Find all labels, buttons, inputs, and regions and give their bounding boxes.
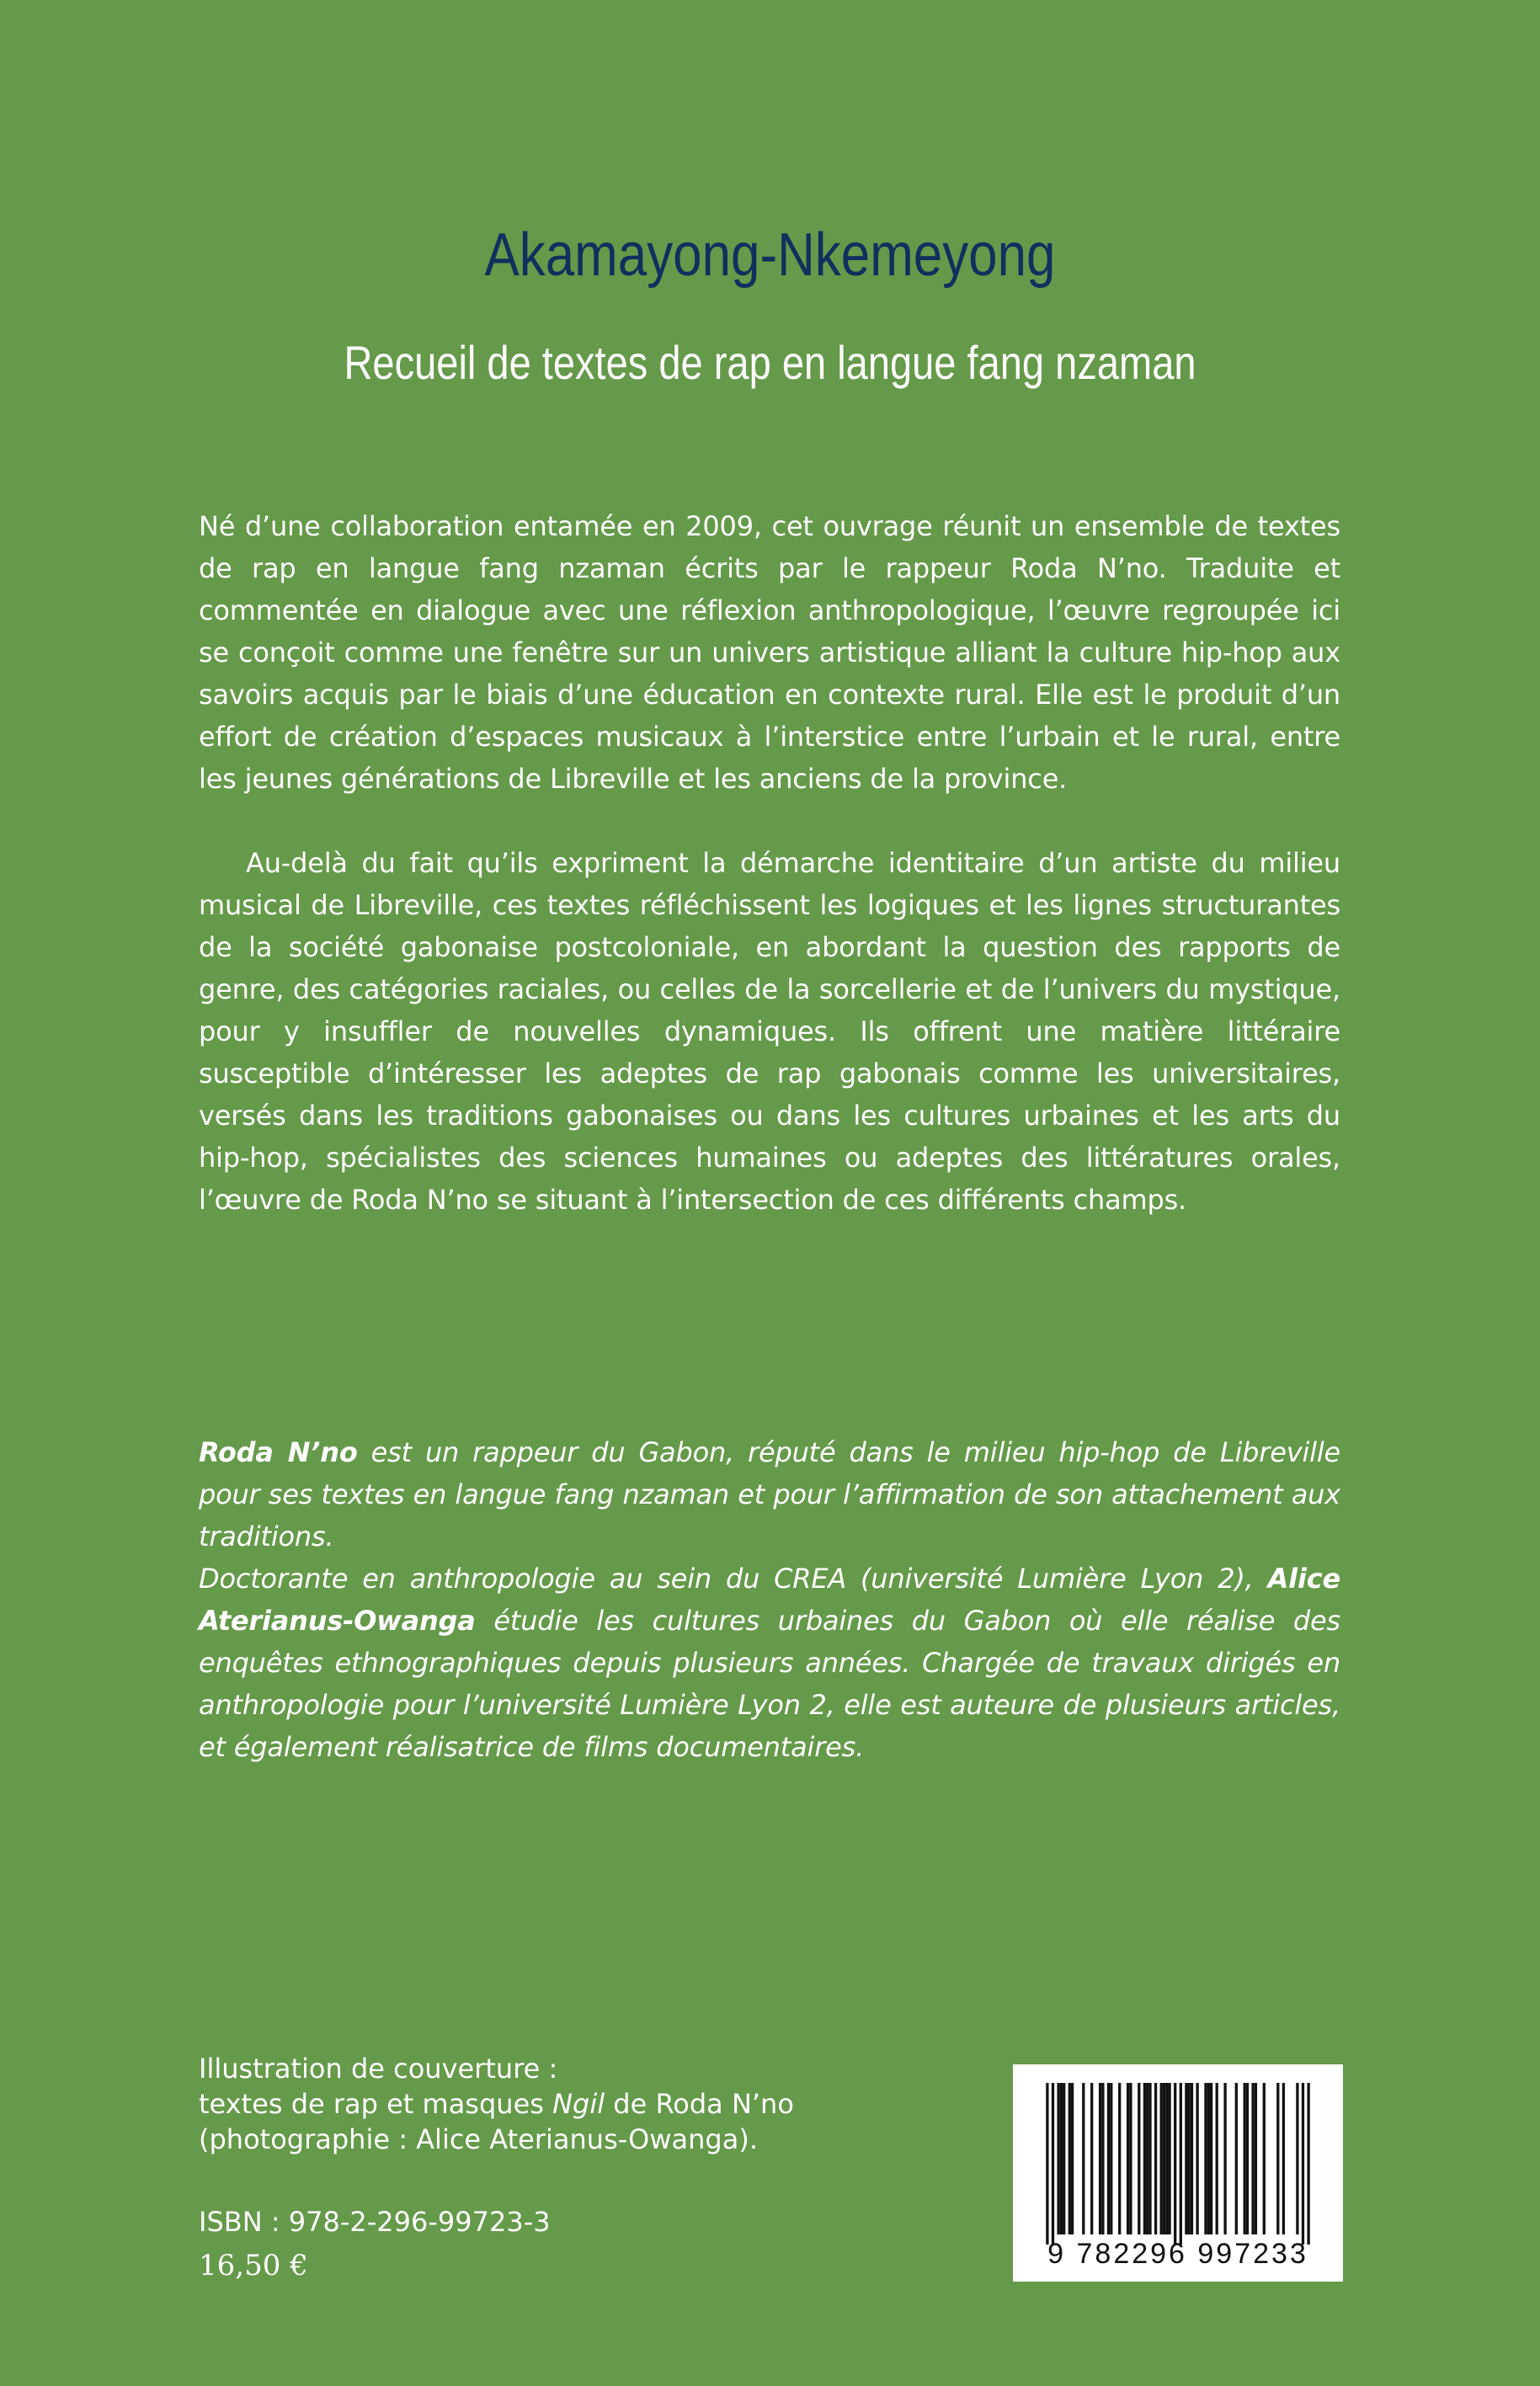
barcode-bar [1210, 2083, 1212, 2234]
barcode-bar [1071, 2083, 1074, 2234]
barcode-bar [1165, 2083, 1168, 2234]
barcode-bar [1188, 2083, 1191, 2234]
barcode-bar [1118, 2083, 1121, 2234]
barcode-bar [1146, 2083, 1148, 2234]
barcode-bar [1251, 2083, 1254, 2234]
barcode-bar [1302, 2083, 1304, 2245]
barcode-bar [1163, 2083, 1165, 2234]
barcode-bar [1185, 2083, 1187, 2234]
barcode-bar [1174, 2083, 1176, 2245]
barcode-bar [1223, 2083, 1226, 2234]
barcode-bar [1263, 2083, 1266, 2234]
barcode-bar [1090, 2083, 1093, 2234]
price: 16,50 € [199, 2249, 308, 2282]
barcode-bar [1063, 2083, 1065, 2234]
barcode-bar [1204, 2083, 1207, 2234]
barcode-bar [1235, 2083, 1238, 2234]
barcode-bar [1207, 2083, 1210, 2234]
barcode-bar [1046, 2083, 1048, 2245]
credits-line-2-italic: Ngil [552, 2088, 605, 2120]
barcode-bar [1282, 2083, 1285, 2234]
barcode-bar [1060, 2083, 1063, 2234]
credits-line-1: Illustration de couverture : [199, 2053, 558, 2085]
author-bio [199, 1431, 1340, 1558]
barcode-bar [1143, 2083, 1146, 2234]
barcode-bar [1110, 2083, 1112, 2234]
barcode-bar [1099, 2083, 1101, 2234]
summary-paragraph-1: Né d’une collaboration entamée en 2009, cet ouvrage réunit un ensemble de textes de rap en langue fang nzaman écrits par le rappeur Roda N’no. Traduite et commentée en dialogue avec une réflexion anthropologique, l’œuvre regroupée ici se conçoit comme une fenêtre sur un univers artistique alliant la culture hip-hop aux savoirs acquis par le biais d’une éducation en contexte rural. Elle est le produit d’un effort de création d’espaces musicaux à l’interstice entre l’urbain et le rural, entre les jeunes générations de Libreville et les anciens de la province. [199, 510, 1340, 795]
barcode-bar [1138, 2083, 1140, 2234]
barcode-bar [1191, 2083, 1193, 2234]
barcode-bar [1129, 2083, 1132, 2234]
barcode-bar [1307, 2083, 1309, 2245]
coauthor-bio [199, 1558, 1340, 1768]
barcode-bar [1246, 2083, 1249, 2234]
barcode-bar [1168, 2083, 1170, 2234]
barcode-bar [1127, 2083, 1129, 2234]
barcode-bar [1180, 2083, 1182, 2245]
cover-credits [199, 2051, 794, 2157]
author-bio-text: est un rappeur du Gabon, réputé dans le milieu hip-hop de Libreville pour ses textes en langue fang nzaman et pour l’affirmation de son attachement aux traditions. [199, 1436, 1341, 1552]
barcode-digits: 9 782296 997233 [1047, 2238, 1308, 2270]
barcode-bar [1101, 2083, 1104, 2234]
credits-line-2-end: de Roda N’no [605, 2088, 794, 2120]
author-name: Roda N’no [199, 1436, 358, 1468]
credits-line-2 [199, 2086, 794, 2122]
barcode-bar [1107, 2083, 1110, 2234]
barcode-bar [1296, 2083, 1298, 2234]
barcode-bar [1154, 2083, 1157, 2234]
book-title: Akamayong-Nkemeyong [484, 221, 1056, 289]
credits-line-3: (photographie : Alice Aterianus-Owanga). [199, 2123, 758, 2155]
credits-line-2-start: textes de rap et masques [199, 2088, 553, 2120]
isbn: ISBN : 978-2-296-99723-3 [199, 2206, 551, 2238]
barcode-bar [1052, 2083, 1054, 2245]
barcode-bar [1255, 2083, 1257, 2234]
barcode-bar [1216, 2083, 1218, 2234]
barcode-bar [1276, 2083, 1279, 2234]
barcode-bar [1196, 2083, 1198, 2234]
barcode-bar [1057, 2083, 1059, 2234]
book-subtitle: Recueil de textes de rap en langue fang nzaman [344, 336, 1196, 389]
barcode-bar [1160, 2083, 1163, 2234]
coauthor-bio-text: étudie les cultures urbaines du Gabon où elle réalise des enquêtes ethnographiques depuis plusieurs années. Chargée de travaux dirigés en anthropologie pour l’université Lumière Lyon 2, elle est auteure de plusieurs articles, et également réalisatrice de films documentaires. [199, 1605, 1340, 1763]
barcode-bar [1068, 2083, 1071, 2234]
barcode [1013, 2064, 1343, 2282]
summary-paragraph-2: Au-delà du fait qu’ils expriment la démarche identitaire d’un artiste du milieu musical de Libreville, ces textes réfléchissent les logiques et les lignes structurantes de la société gabonaise postcoloniale, en abordant la question des rapports de genre, des catégories raciales, ou celles de la sorcellerie et de l’univers du mystique, pour y insuffler de nouvelles dynamiques. Ils offrent une matière littéraire susceptible d’intéresser les adeptes de rap gabonais comme les universitaires, versés dans les traditions gabonaises ou dans les cultures urbaines et les arts du hip-hop, spécialistes des sciences humaines ou adeptes des littératures orales, l’œuvre de Roda N’no se situant à l’intersection de ces différents champs. [199, 847, 1340, 1216]
barcode-bar [1082, 2083, 1084, 2234]
barcode-bar [1244, 2083, 1246, 2234]
barcode-bar [1148, 2083, 1151, 2234]
coauthor-bio-intro: Doctorante en anthropologie au sein du CREA (université Lumière Lyon 2), [199, 1563, 1268, 1595]
coauthor-name: Alice Aterianus-Owanga [199, 1563, 1340, 1637]
